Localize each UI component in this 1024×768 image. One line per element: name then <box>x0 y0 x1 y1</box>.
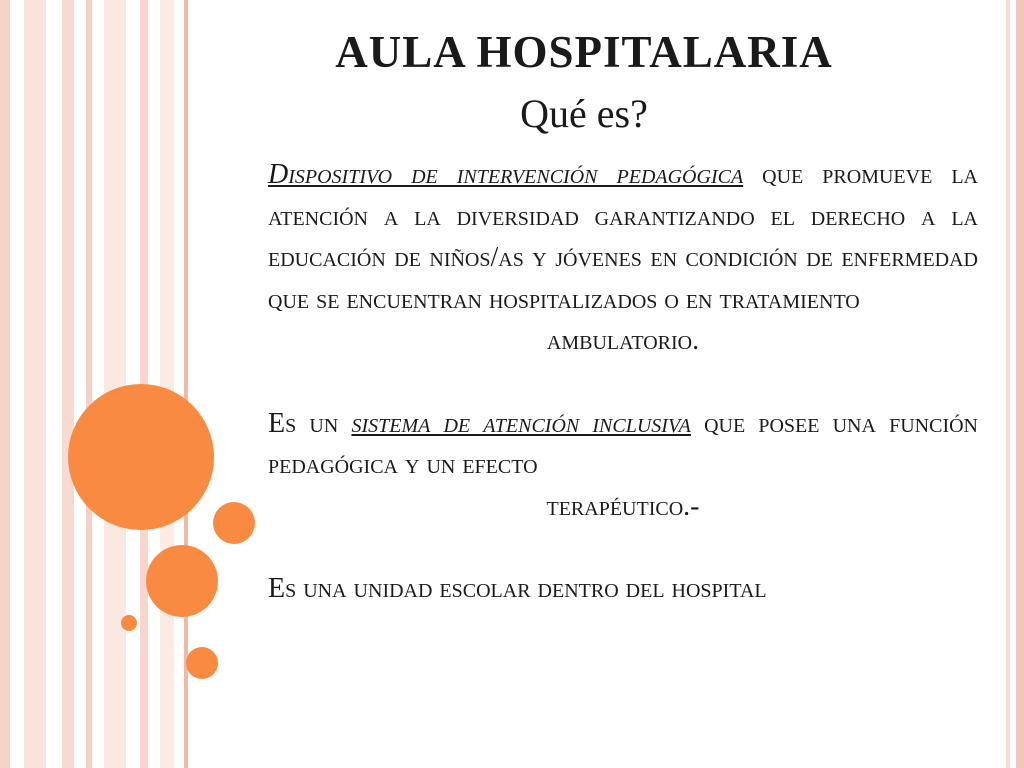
paragraph-school-unit: Es una unidad escolar dentro del hospital <box>268 573 767 604</box>
decorative-circle-medium <box>146 545 218 617</box>
decorative-circle-small <box>121 615 137 631</box>
paragraph-end: terapéutico.- <box>546 490 700 522</box>
left-decorative-stripes <box>0 0 192 768</box>
emphasis-sistema: sistema de atención inclusiva <box>351 407 691 439</box>
decorative-circle <box>186 647 218 679</box>
stripe <box>184 0 188 768</box>
slide-body <box>268 154 978 610</box>
stripe <box>24 0 46 768</box>
paragraph-text: que promueve la atención a la diversidad garantizando el derecho a la educación de niños/as y jóvenes en condición de enfermedad que se encuentran hospitalizados o en tratamiento <box>268 159 978 315</box>
stripe <box>86 0 92 768</box>
paragraph-inclusive-system <box>268 403 978 486</box>
paragraph-start: Es un <box>268 407 352 439</box>
slide-title: AULA HOSPITALARIA <box>335 27 833 77</box>
paragraph-text: que posee una función pedagógica y un efecto <box>268 407 978 480</box>
stripe <box>62 0 74 768</box>
emphasis-dispositivo: Dispositivo de intervención pedagógica <box>268 159 744 190</box>
stripe <box>0 0 10 768</box>
paragraph-end: ambulatorio. <box>546 325 700 356</box>
decorative-circle <box>213 502 255 544</box>
stripe <box>160 0 174 768</box>
paragraph-definition <box>268 154 978 320</box>
decorative-circle-large <box>68 384 214 530</box>
right-edge-stripe <box>1016 0 1024 768</box>
slide-subtitle: Qué es? <box>520 91 648 136</box>
right-edge-stripe <box>1006 0 1010 768</box>
stripe <box>104 0 126 768</box>
